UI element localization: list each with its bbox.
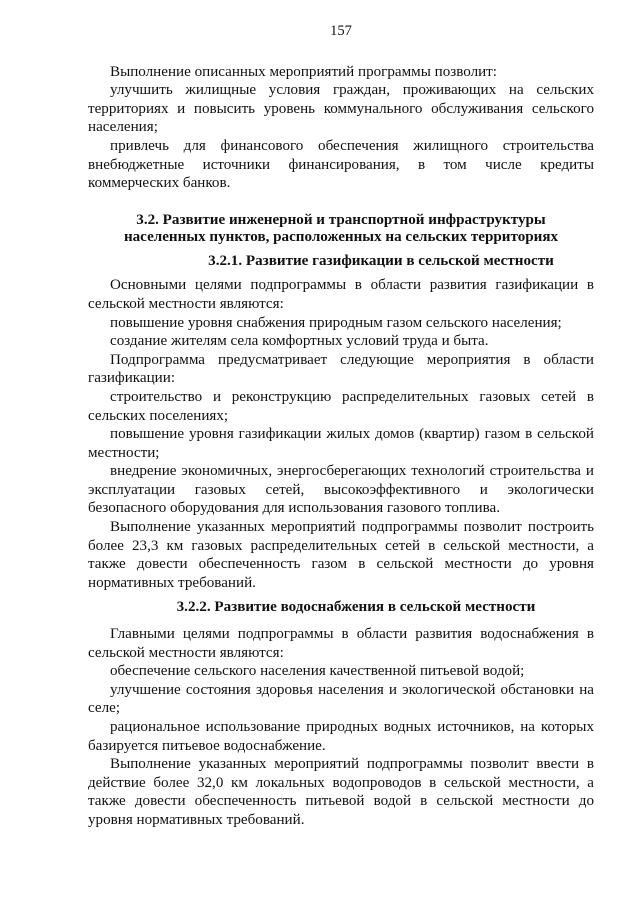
page-number: 157 xyxy=(330,23,352,39)
document-page xyxy=(88,22,594,830)
gas-goal-1: повышение уровня снабжения природным газом сельского населения; xyxy=(110,314,562,331)
intro-item-2: привлечь для финансового обеспечения жилищного строительства внебюджетные источники финансирования, в том числе кредиты коммерческих банков. xyxy=(88,137,594,192)
gas-result: Выполнение указанных мероприятий подпрограммы позволит построить более 23,3 км газовых распределительных сетей в сельской местности, а также довести обеспеченность газом в сельской местности до уровня нормативных требований. xyxy=(88,519,594,591)
gas-goal-2: создание жителям села комфортных условий труда и быта. xyxy=(110,333,489,350)
gas-goals-lead: Основными целями подпрограммы в области развития газификации в сельской местности являются: xyxy=(88,277,594,312)
water-goal-2: улучшение состояния здоровья населения и экологической обстановки на селе; xyxy=(88,681,594,717)
intro-lead: Выполнение описанных мероприятий программы позволит: xyxy=(110,63,497,80)
subsection-heading-3-2-1: 3.2.1. Развитие газификации в сельской местности xyxy=(208,252,554,269)
gas-measure-3: внедрение экономичных, энергосберегающих технологий строительства и эксплуатации газовых сетей, высокоэффективного и экологически безопасного оборудования для использования газового топлива. xyxy=(88,463,594,517)
gas-measure-1: строительство и реконструкцию распределительных газовых сетей в сельских поселениях; xyxy=(88,388,594,424)
water-goal-3: рациональное использование природных водных источников, на которых базируется питьевое водоснабжение. xyxy=(88,719,594,754)
section-heading-3-2: 3.2. Развитие инженерной и транспортной инфраструктуры населенных пунктов, расположенных на сельских территориях xyxy=(123,211,559,245)
water-goals-lead: Главными целями подпрограммы в области развития водоснабжения в сельской местности являются: xyxy=(88,626,594,661)
gas-measure-2: повышение уровня газификации жилых домов (квартир) газом в сельской местности; xyxy=(88,426,594,461)
subsection-heading-3-2-2: 3.2.2. Развитие водоснабжения в сельской местности xyxy=(176,599,536,616)
water-result: Выполнение указанных мероприятий подпрограммы позволит ввести в действие более 32,0 км локальных водопроводов в сельской местности, а также довести обеспеченность питьевой водой в сельской местности до уровня нормативных требований. xyxy=(88,756,594,828)
gas-measures-lead: Подпрограмма предусматривает следующие мероприятия в области газификации: xyxy=(88,351,594,387)
intro-item-1: улучшить жилищные условия граждан, проживающих на сельских территориях и повысить уровень коммунального обслуживания сельского населения; xyxy=(88,82,594,136)
water-goal-1: обеспечение сельского населения качественной питьевой водой; xyxy=(110,663,525,680)
